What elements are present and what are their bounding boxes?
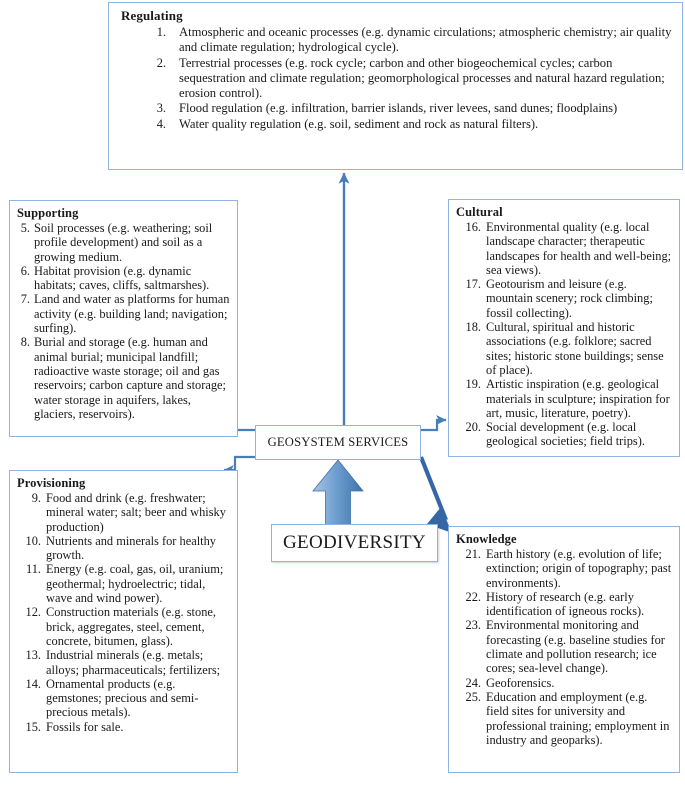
item-text: Habitat provision (e.g. dynamic habitats; caves, cliffs, saltmarshes). [34, 263, 210, 293]
list-item [17, 491, 230, 534]
list-item [17, 534, 230, 563]
item-number: 21. [465, 547, 481, 561]
service-box-regulating [108, 2, 683, 170]
list-item [17, 335, 230, 421]
service-box-supporting [9, 200, 238, 437]
list-item [456, 690, 672, 747]
item-number: 18. [465, 320, 481, 335]
list-item [121, 25, 672, 56]
item-number: 19. [465, 377, 481, 392]
service-box-provisioning [9, 470, 238, 773]
item-text: Education and employment (e.g. field sites for university and professional training; employment in industry and geoparks). [486, 689, 670, 747]
list-item [121, 56, 672, 102]
item-number: 4. [156, 116, 166, 131]
box-title-regulating: Regulating [121, 8, 183, 23]
geodiversity-box [271, 524, 438, 562]
item-text: Food and drink (e.g. freshwater; mineral water; salt; beer and whisky production) [46, 491, 226, 534]
service-list-knowledge [456, 547, 672, 747]
item-text: Land and water as platforms for human activity (e.g. building land; navigation; surfing). [34, 292, 230, 336]
item-text: Construction materials (e.g. stone, brick, aggregates, steel, cement, concrete, bitumen, glass). [46, 605, 216, 648]
item-number: 24. [465, 675, 481, 690]
item-number: 10. [25, 533, 41, 548]
arrow-geosystem-to-knowledge [421, 457, 452, 533]
item-text: Atmospheric and oceanic processes (e.g. dynamic circulations; atmospheric chemistry; air quality and climate regulation; hydrological cycle). [179, 25, 672, 55]
item-number: 7. [20, 292, 30, 307]
item-number: 23. [465, 618, 481, 633]
item-text: Geoforensics. [486, 675, 555, 690]
item-number: 25. [465, 689, 481, 704]
service-box-cultural [448, 199, 680, 457]
item-number: 16. [465, 220, 481, 234]
item-text: Fossils for sale. [46, 719, 124, 734]
service-list-cultural [456, 220, 672, 449]
arrow-geosystem-to-cultural [421, 420, 446, 430]
item-number: 5. [20, 221, 30, 235]
list-item [17, 562, 230, 605]
item-number: 1. [156, 25, 166, 39]
service-list-provisioning [17, 491, 230, 734]
item-text: Industrial minerals (e.g. metals; alloys; pharmaceuticals; fertilizers; [46, 648, 221, 677]
list-item [456, 676, 672, 690]
item-text: Environmental quality (e.g. local landscape character; therapeutic landscapes for health and well-being; sea views). [486, 220, 672, 277]
arrow-geodiversity-to-geosystem [313, 460, 363, 528]
item-text: Nutrients and minerals for healthy growth. [46, 533, 216, 563]
item-text: Social development (e.g. local geological societies; field trips). [486, 420, 645, 449]
item-number: 9. [31, 491, 41, 505]
item-text: Energy (e.g. coal, gas, oil, uranium; geothermal; hydroelectric; tidal, wave and wind power). [46, 562, 224, 606]
arrow-geosystem-to-provisioning [224, 457, 255, 470]
item-text: Terrestrial processes (e.g. rock cycle; carbon and other biogeochemical cycles; carbon sequestration and climate regulation; geomorphological processes and natural hazard regulation; erosion control). [179, 55, 665, 101]
list-item [121, 117, 672, 132]
list-item [456, 320, 672, 377]
geosystem-services-label: GEOSYSTEM SERVICES [267, 435, 409, 449]
box-title-cultural: Cultural [456, 205, 503, 219]
item-number: 6. [20, 263, 30, 278]
item-number: 15. [25, 719, 41, 734]
item-number: 13. [25, 648, 41, 663]
geodiversity-label: GEODIVERSITY [283, 532, 426, 553]
list-item [17, 605, 230, 648]
geosystem-services-box [255, 425, 421, 460]
item-number: 8. [20, 335, 30, 350]
item-number: 17. [465, 277, 481, 292]
item-text: Artistic inspiration (e.g. geological materials in sculpture; inspiration for art, music, literature, poetry). [486, 377, 670, 420]
item-text: Environmental monitoring and forecasting (e.g. baseline studies for climate and pollution research; ice cores; sea-level change). [486, 618, 665, 676]
item-number: 3. [156, 101, 166, 116]
list-item [17, 292, 230, 335]
box-title-knowledge: Knowledge [456, 532, 517, 546]
list-item [17, 720, 230, 734]
service-list-regulating [121, 25, 672, 132]
list-item [456, 420, 672, 449]
item-text: Flood regulation (e.g. infiltration, barrier islands, river levees, sand dunes; floodplains) [179, 101, 618, 116]
item-text: Soil processes (e.g. weathering; soil profile development) and soil as a growing medium. [34, 221, 213, 264]
list-item [17, 677, 230, 720]
list-item [17, 264, 230, 293]
list-item [17, 221, 230, 264]
item-number: 12. [25, 605, 41, 620]
list-item [121, 101, 672, 116]
list-item [456, 590, 672, 619]
service-box-knowledge [448, 526, 680, 773]
list-item [17, 648, 230, 677]
item-number: 20. [465, 420, 481, 435]
box-title-supporting: Supporting [17, 206, 79, 220]
item-text: Geotourism and leisure (e.g. mountain scenery; rock climbing; fossil collecting). [486, 277, 653, 320]
service-list-supporting [17, 221, 230, 421]
item-text: Burial and storage (e.g. human and animal burial; municipal landfill; radioactive waste storage; oil and gas reservoirs; carbon capture and storage; water storage in aquifers, lakes, glaciers, reservoirs). [34, 335, 226, 421]
list-item [456, 277, 672, 320]
item-number: 2. [156, 55, 166, 70]
item-number: 11. [25, 562, 41, 577]
list-item [456, 547, 672, 590]
list-item [456, 618, 672, 675]
list-item [456, 220, 672, 277]
box-title-provisioning: Provisioning [17, 476, 86, 490]
item-text: History of research (e.g. early identification of igneous rocks). [486, 589, 645, 619]
item-text: Earth history (e.g. evolution of life; extinction; origin of topography; past environments). [486, 547, 672, 590]
item-number: 22. [465, 589, 481, 604]
item-number: 14. [25, 676, 41, 691]
item-text: Ornamental products (e.g. gemstones; precious and semi-precious metals). [46, 676, 199, 720]
list-item [456, 377, 672, 420]
item-text: Cultural, spiritual and historic associations (e.g. folklore; sacred sites; historic stone buildings; sense of place). [486, 320, 664, 377]
item-text: Water quality regulation (e.g. soil, sediment and rock as natural filters). [179, 116, 539, 131]
